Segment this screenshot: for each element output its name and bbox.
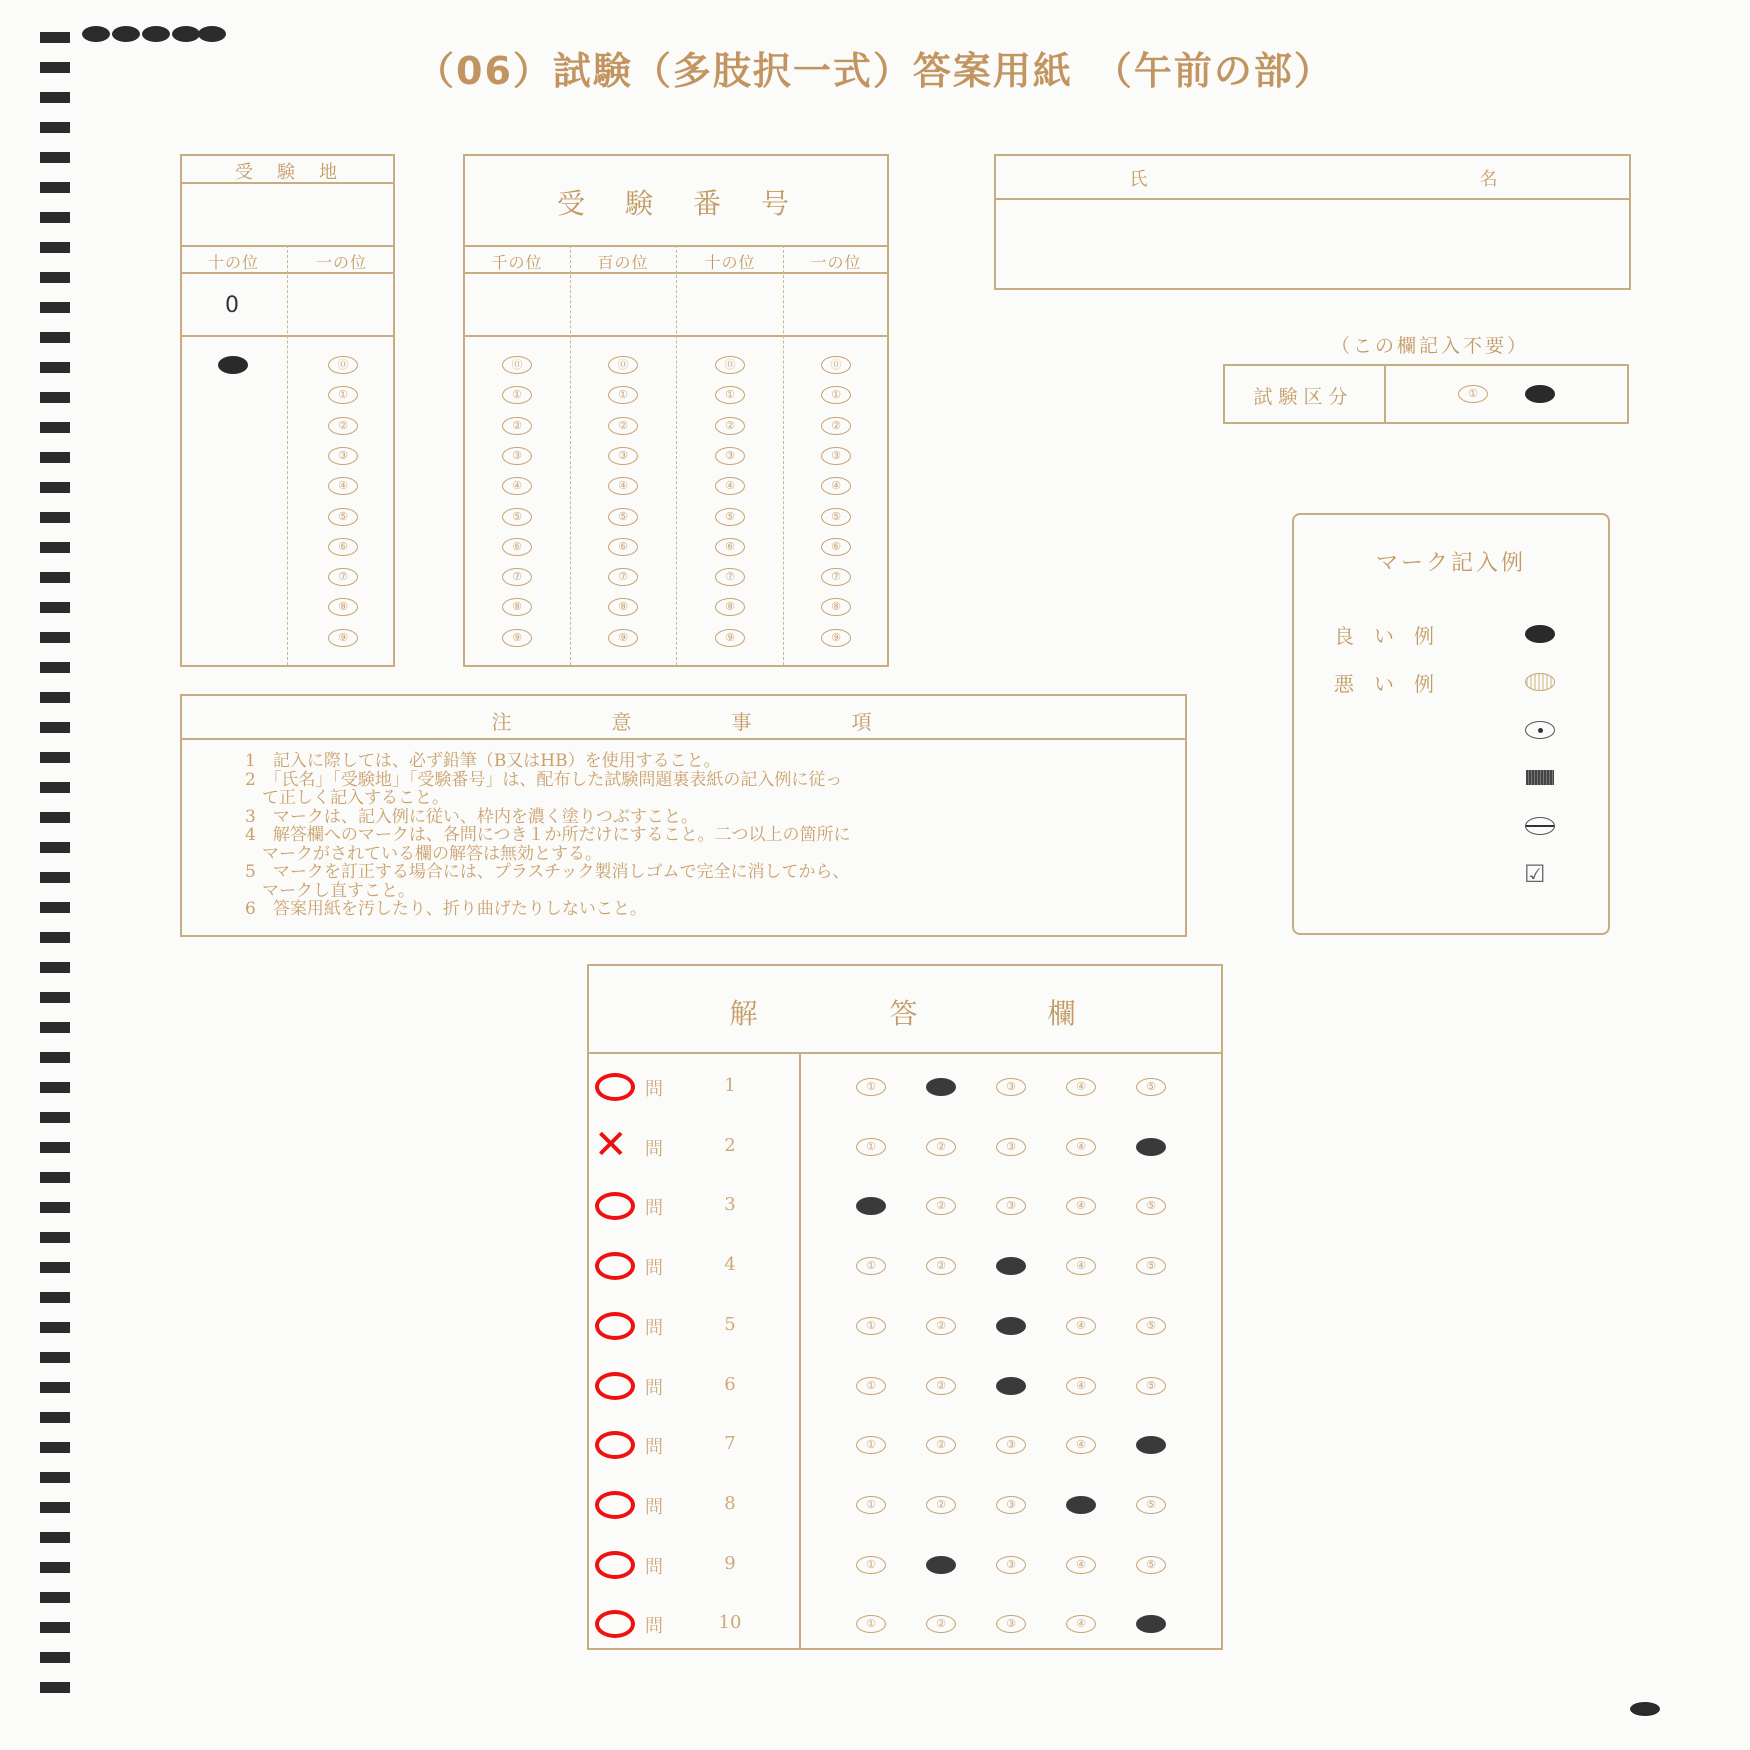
- exam-number-bubble[interactable]: ⑤: [821, 508, 851, 526]
- exam-number-bubble[interactable]: ⓪: [715, 356, 745, 374]
- timing-mark: [40, 842, 70, 853]
- good-example-label: 良 い 例: [1334, 624, 1434, 648]
- exam-location-ones-bubble[interactable]: ⑤: [328, 508, 358, 526]
- timing-mark: [40, 452, 70, 463]
- timing-mark: [40, 152, 70, 163]
- exam-location-ones-bubble[interactable]: ⑦: [328, 568, 358, 586]
- timing-mark: [40, 1352, 70, 1363]
- answer-bubble[interactable]: ②: [926, 1257, 956, 1275]
- timing-mark: [40, 362, 70, 373]
- timing-mark: [40, 1202, 70, 1213]
- exam-number-bubble[interactable]: ④: [608, 477, 638, 495]
- timing-mark: [40, 302, 70, 313]
- ones-place-label: 一の位: [315, 253, 367, 272]
- answer-bubble[interactable]: ④: [1066, 1197, 1096, 1215]
- answer-bubble[interactable]: ④: [1066, 1138, 1096, 1156]
- exam-number-bubble[interactable]: ⑤: [502, 508, 532, 526]
- exam-number-col-label: 一の位: [810, 253, 862, 272]
- note-line: 3 マークは、記入例に従い、枠内を濃く塗りつぶすこと。: [245, 806, 698, 827]
- timing-mark: [40, 242, 70, 253]
- answer-bubble-filled[interactable]: [996, 1317, 1026, 1335]
- timing-mark: [40, 932, 70, 943]
- timing-mark: [40, 1442, 70, 1453]
- question-number: 10: [718, 1612, 742, 1634]
- bad-example-label: 悪 い 例: [1334, 672, 1434, 696]
- timing-mark: [40, 1562, 70, 1573]
- exam-location-ones-bubble[interactable]: ④: [328, 477, 358, 495]
- timing-mark: [40, 1262, 70, 1273]
- answer-bubble[interactable]: ①: [856, 1317, 886, 1335]
- exam-number-bubble[interactable]: ⑨: [715, 629, 745, 647]
- correct-mark-circle: [595, 1372, 635, 1400]
- answer-bubble-filled[interactable]: [1066, 1496, 1096, 1514]
- answer-bubble[interactable]: ③: [996, 1615, 1026, 1633]
- timing-mark: [40, 782, 70, 793]
- timing-mark: [40, 1652, 70, 1663]
- timing-mark: [40, 902, 70, 913]
- exam-number-col-label: 十の位: [704, 253, 756, 272]
- answer-bubble[interactable]: ⑤: [1136, 1078, 1166, 1096]
- correct-mark-circle: [595, 1551, 635, 1579]
- question-label: 問: [645, 1616, 663, 1638]
- exam-number-bubble[interactable]: ①: [608, 386, 638, 404]
- timing-mark: [40, 1502, 70, 1513]
- answer-bubble[interactable]: ①: [856, 1138, 886, 1156]
- exam-number-bubble[interactable]: ⑧: [502, 598, 532, 616]
- answer-bubble[interactable]: ⑤: [1136, 1317, 1166, 1335]
- timing-mark: [40, 1052, 70, 1063]
- question-label: 問: [645, 1496, 663, 1518]
- question-label: 問: [645, 1556, 663, 1578]
- answer-sheet-title-3: 欄: [1047, 997, 1079, 1030]
- exam-number-bubble[interactable]: ⑤: [715, 508, 745, 526]
- note-line: マークし直すこと。: [245, 880, 415, 901]
- timing-mark: [40, 632, 70, 643]
- bad-example-light-icon: [1525, 673, 1555, 691]
- exam-number-bubble[interactable]: ①: [502, 386, 532, 404]
- exam-number-bubble[interactable]: ⓪: [502, 356, 532, 374]
- exam-number-bubble[interactable]: ②: [715, 417, 745, 435]
- exam-number-bubble[interactable]: ①: [821, 386, 851, 404]
- timing-mark: [40, 422, 70, 433]
- exam-location-ones-bubble[interactable]: ⑨: [328, 629, 358, 647]
- correct-mark-circle: [595, 1312, 635, 1340]
- timing-mark: [40, 752, 70, 763]
- exam-number-bubble[interactable]: ⑥: [608, 538, 638, 556]
- question-label: 問: [645, 1258, 663, 1280]
- exam-number-bubble[interactable]: ⑨: [502, 629, 532, 647]
- family-name-label: 氏: [1129, 169, 1151, 190]
- question-label: 問: [645, 1138, 663, 1160]
- page-title: （06）試験（多肢択一式）答案用紙 （午前の部）: [416, 49, 1334, 93]
- answer-bubble[interactable]: ②: [926, 1197, 956, 1215]
- answer-bubble[interactable]: ⑤: [1136, 1496, 1166, 1514]
- wrong-mark-cross: ✕: [594, 1121, 628, 1168]
- question-number: 1: [724, 1075, 736, 1096]
- correct-mark-circle: [595, 1252, 635, 1280]
- timing-mark: [40, 1412, 70, 1423]
- note-line: 5 マークを訂正する場合には、プラスチック製消しゴムで完全に消してから、: [245, 862, 850, 882]
- timing-mark: [40, 692, 70, 703]
- tens-place-label: 十の位: [207, 253, 259, 272]
- exam-location-ones-bubble[interactable]: ①: [328, 386, 358, 404]
- question-label: 問: [645, 1317, 663, 1339]
- exam-number-bubble[interactable]: ④: [502, 477, 532, 495]
- exam-number-bubble[interactable]: ⑦: [502, 568, 532, 586]
- timing-mark: [40, 1682, 70, 1693]
- answer-bubble[interactable]: ①: [856, 1496, 886, 1514]
- exam-location-written-digit: 0: [225, 293, 239, 318]
- answer-bubble[interactable]: ④: [1066, 1556, 1096, 1574]
- question-label: 問: [645, 1377, 663, 1399]
- exam-number-bubble[interactable]: ⑥: [715, 538, 745, 556]
- exam-number-bubble[interactable]: ②: [608, 417, 638, 435]
- question-label: 問: [645, 1437, 663, 1459]
- answer-bubble-filled[interactable]: [996, 1257, 1026, 1275]
- timing-mark: [40, 332, 70, 343]
- answer-sheet-title-1: 解: [729, 997, 761, 1030]
- exam-location-ones-bubble[interactable]: ⓪: [328, 356, 358, 374]
- timing-mark: [40, 542, 70, 553]
- division-note: （この欄記入不要）: [1330, 335, 1529, 357]
- note-line: 4 解答欄へのマークは、各問につき１か所だけにすること。二つ以上の箇所に: [245, 825, 851, 845]
- timing-mark: [40, 1292, 70, 1303]
- exam-number-bubble[interactable]: ⑨: [821, 629, 851, 647]
- answer-bubble[interactable]: ①: [856, 1257, 886, 1275]
- mark-example-title: マーク記入例: [1375, 551, 1526, 576]
- timing-mark: [40, 392, 70, 403]
- exam-location-ones-bubble[interactable]: ⑥: [328, 538, 358, 556]
- exam-number-bubble[interactable]: ①: [715, 386, 745, 404]
- given-name-label: 名: [1479, 169, 1501, 190]
- answer-bubble[interactable]: ④: [1066, 1317, 1096, 1335]
- answer-bubble[interactable]: ⑤: [1136, 1377, 1166, 1395]
- exam-location-ones-bubble[interactable]: ②: [328, 417, 358, 435]
- timing-mark: [40, 212, 70, 223]
- answer-bubble[interactable]: ③: [996, 1197, 1026, 1215]
- notes-title: 注 意 事 項: [491, 710, 876, 734]
- division-option-2-filled[interactable]: [1525, 385, 1555, 403]
- corner-mark: [1630, 1702, 1660, 1716]
- answer-bubble-filled[interactable]: [926, 1078, 956, 1096]
- exam-number-bubble[interactable]: ⑦: [715, 568, 745, 586]
- answer-bubble[interactable]: ②: [926, 1615, 956, 1633]
- answer-bubble[interactable]: ④: [1066, 1436, 1096, 1454]
- division-label: 試験区分: [1253, 386, 1354, 408]
- timing-mark: [40, 512, 70, 523]
- note-line: 1 記入に際しては、必ず鉛筆（B又はHB）を使用すること。: [245, 751, 721, 771]
- timing-mark: [40, 1592, 70, 1603]
- exam-number-bubble[interactable]: ⓪: [608, 356, 638, 374]
- exam-number-bubble[interactable]: ⓪: [821, 356, 851, 374]
- note-line: 2 「氏名」「受験地」「受験番号」は、配布した試験問題裏表紙の記入例に従っ: [245, 769, 843, 790]
- bad-example-dot-icon: [1525, 721, 1555, 739]
- timing-mark: [40, 812, 70, 823]
- name-box[interactable]: [994, 154, 1631, 290]
- question-number: 5: [724, 1313, 736, 1335]
- timing-mark: [40, 1622, 70, 1633]
- answer-bubble[interactable]: ①: [856, 1078, 886, 1096]
- exam-number-bubble[interactable]: ③: [821, 447, 851, 465]
- answer-bubble[interactable]: ⑤: [1136, 1556, 1166, 1574]
- answer-bubble[interactable]: ③: [996, 1436, 1026, 1454]
- exam-number-bubble[interactable]: ④: [821, 477, 851, 495]
- notes-list: [245, 752, 1135, 919]
- timing-mark: [40, 722, 70, 733]
- timing-mark: [40, 992, 70, 1003]
- question-number: 8: [724, 1492, 736, 1514]
- exam-number-col-label: 千の位: [491, 253, 543, 272]
- exam-location-label: 受 験 地: [235, 162, 340, 183]
- answer-bubble[interactable]: ⑤: [1136, 1257, 1166, 1275]
- exam-number-bubble[interactable]: ②: [502, 417, 532, 435]
- question-number: 6: [724, 1373, 736, 1395]
- answer-bubble[interactable]: ③: [996, 1138, 1026, 1156]
- division-option-1[interactable]: ①: [1458, 385, 1488, 403]
- exam-number-bubble[interactable]: ⑦: [608, 568, 638, 586]
- answer-bubble[interactable]: ①: [856, 1377, 886, 1395]
- answer-bubble-filled[interactable]: [996, 1377, 1026, 1395]
- bad-example-line-icon: [1525, 817, 1555, 835]
- exam-number-bubble[interactable]: ⑤: [608, 508, 638, 526]
- question-number: 4: [724, 1254, 736, 1276]
- question-label: 問: [645, 1198, 663, 1220]
- bad-example-check-icon: ☑: [1524, 860, 1546, 888]
- timing-mark: [40, 1022, 70, 1033]
- note-line: 6 答案用紙を汚したり、折り曲げたりしないこと。: [245, 899, 647, 919]
- timing-mark: [40, 1112, 70, 1123]
- answer-bubble[interactable]: ②: [926, 1377, 956, 1395]
- answer-bubble[interactable]: ②: [926, 1138, 956, 1156]
- answer-bubble[interactable]: ③: [996, 1496, 1026, 1514]
- answer-bubble[interactable]: ②: [926, 1436, 956, 1454]
- correct-mark-circle: [595, 1491, 635, 1519]
- exam-number-bubble[interactable]: ④: [715, 477, 745, 495]
- timing-mark: [40, 122, 70, 133]
- exam-number-bubble[interactable]: ⑧: [608, 598, 638, 616]
- question-number: 9: [724, 1552, 736, 1574]
- timing-mark: [40, 1142, 70, 1153]
- timing-mark: [40, 182, 70, 193]
- timing-mark: [40, 272, 70, 283]
- note-line: マークがされている欄の解答は無効とする。: [245, 843, 602, 864]
- timing-mark: [40, 662, 70, 673]
- exam-number-bubble[interactable]: ⑦: [821, 568, 851, 586]
- timing-mark: [40, 1382, 70, 1393]
- timing-mark: [40, 1172, 70, 1183]
- exam-number-bubble[interactable]: ③: [715, 447, 745, 465]
- exam-number-col-label: 百の位: [597, 253, 649, 272]
- answer-sheet-box: [587, 964, 1223, 1650]
- correct-mark-circle: [595, 1073, 635, 1101]
- timing-mark: [40, 1232, 70, 1243]
- question-number: 2: [724, 1134, 736, 1156]
- answer-bubble[interactable]: ⑤: [1136, 1197, 1166, 1215]
- answer-bubble[interactable]: ②: [926, 1496, 956, 1514]
- timing-mark: [40, 602, 70, 613]
- exam-location-ones-bubble[interactable]: ③: [328, 447, 358, 465]
- answer-bubble[interactable]: ④: [1066, 1257, 1096, 1275]
- bad-example-square-icon: [1526, 770, 1554, 785]
- exam-number-bubble[interactable]: ⑧: [821, 598, 851, 616]
- timing-mark: [40, 962, 70, 973]
- question-number: 3: [724, 1194, 736, 1216]
- answer-bubble-filled[interactable]: [1136, 1138, 1166, 1156]
- answer-bubble[interactable]: ③: [996, 1556, 1026, 1574]
- note-line: て正しく記入すること。: [245, 788, 449, 808]
- timing-mark: [40, 1532, 70, 1543]
- exam-location-ones-bubble[interactable]: ⑧: [328, 598, 358, 616]
- exam-number-bubble[interactable]: ③: [502, 447, 532, 465]
- question-label: 問: [645, 1079, 663, 1100]
- exam-number-bubble[interactable]: ⑨: [608, 629, 638, 647]
- answer-bubble[interactable]: ②: [926, 1317, 956, 1335]
- timing-mark: [40, 1472, 70, 1483]
- timing-mark: [40, 1322, 70, 1333]
- timing-mark: [40, 482, 70, 493]
- good-example-filled-icon: [1525, 625, 1555, 643]
- answer-bubble[interactable]: ④: [1066, 1078, 1096, 1096]
- exam-number-bubble[interactable]: ⑥: [821, 538, 851, 556]
- exam-number-bubble[interactable]: ②: [821, 417, 851, 435]
- correct-mark-circle: [595, 1431, 635, 1459]
- answer-bubble[interactable]: ④: [1066, 1615, 1096, 1633]
- answer-bubble[interactable]: ①: [856, 1615, 886, 1633]
- timing-mark: [40, 872, 70, 883]
- answer-bubble[interactable]: ③: [996, 1078, 1026, 1096]
- answer-bubble[interactable]: ①: [856, 1556, 886, 1574]
- answer-bubble-filled[interactable]: [926, 1556, 956, 1574]
- answer-sheet-title-2: 答: [889, 997, 921, 1030]
- exam-number-bubble[interactable]: ⑧: [715, 598, 745, 616]
- exam-number-bubble[interactable]: ③: [608, 447, 638, 465]
- exam-number-bubble[interactable]: ⑥: [502, 538, 532, 556]
- exam-number-label: 受 験 番 号: [556, 187, 795, 220]
- timing-mark: [40, 1082, 70, 1093]
- answer-bubble[interactable]: ④: [1066, 1377, 1096, 1395]
- exam-location-tens-filled-bubble[interactable]: [218, 356, 248, 374]
- answer-bubble[interactable]: ①: [856, 1436, 886, 1454]
- timing-mark: [40, 572, 70, 583]
- question-number: 7: [724, 1433, 736, 1455]
